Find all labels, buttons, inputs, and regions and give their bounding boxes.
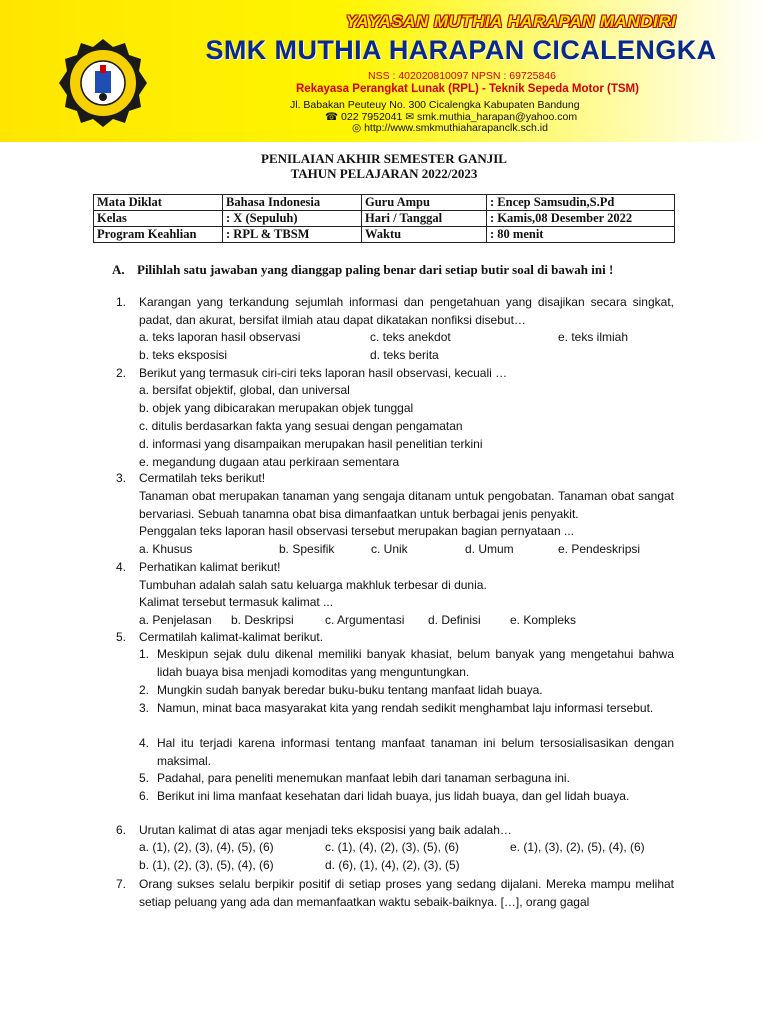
question-text: Urutan kalimat di atas agar menjadi teks eksposisi yang baik adalah… xyxy=(139,823,512,837)
question-text: Berikut yang termasuk ciri-ciri teks laporan hasil observasi, kecuali … xyxy=(139,366,508,380)
question-number: 4. xyxy=(116,560,127,574)
question-passage: Tanaman obat merupakan tanaman yang sengaja ditanam untuk pengobatan. Tanaman obat sangat bervariasi. Sebuah tanamna obat bisa dimanfaatkan untuk berbagai jenis penyakit. xyxy=(139,489,674,521)
list-item-number: 6. xyxy=(139,789,150,803)
mail-icon: ✉ xyxy=(405,111,415,123)
school-address: Jl. Babakan Peuteuy No. 300 Cicalengka Kabupaten Bandung xyxy=(290,99,580,111)
phone-icon: ☎ xyxy=(325,111,339,123)
list-item-number: 2. xyxy=(139,683,150,697)
table-cell: : RPL & TBSM xyxy=(223,227,362,243)
question-number: 7. xyxy=(116,877,127,891)
table-cell: Program Keahlian xyxy=(94,227,223,243)
table-cell: : X (Sepuluh) xyxy=(223,211,362,227)
option-e[interactable]: e. megandung dugaan atau perkiraan sementara xyxy=(139,455,400,469)
option-a[interactable]: a. (1), (2), (3), (4), (5), (6) xyxy=(139,840,274,854)
table-row xyxy=(94,195,675,211)
school-website[interactable]: http://www.smkmuthiaharapanclk.sch.id xyxy=(364,122,548,134)
list-item: Mungkin sudah banyak beredar buku-buku tentang manfaat lidah buaya. xyxy=(157,683,543,697)
option-c[interactable]: c. (1), (4), (2), (3), (5), (6) xyxy=(325,840,460,854)
section-label: A. xyxy=(112,262,125,277)
list-item: Namun, minat baca masyarakat kita yang rendah sedikit menghambat laju informasi tersebut. xyxy=(157,701,654,715)
globe-icon: ◎ xyxy=(352,122,362,134)
question-text: Perhatikan kalimat berikut! xyxy=(139,560,281,574)
question-number: 1. xyxy=(116,295,127,309)
school-phone: 022 7952041 xyxy=(341,111,403,123)
table-cell: : Kamis,08 Desember 2022 xyxy=(487,211,675,227)
list-item-number: 1. xyxy=(139,647,150,661)
option-a[interactable]: a. bersifat objektif, global, dan universal xyxy=(139,383,350,397)
exam-title: PENILAIAN AKHIR SEMESTER GANJIL xyxy=(261,151,507,166)
option-b[interactable]: b. teks eksposisi xyxy=(139,348,228,362)
option-d[interactable]: d. Definisi xyxy=(428,613,481,627)
table-row xyxy=(94,227,675,243)
option-e[interactable]: e. Kompleks xyxy=(510,613,577,627)
table-cell: Mata Diklat xyxy=(94,195,223,211)
option-e[interactable]: e. teks ilmiah xyxy=(558,330,629,344)
question-number: 3. xyxy=(116,471,127,485)
option-b[interactable]: b. Deskripsi xyxy=(231,613,294,627)
option-a[interactable]: a. Khusus xyxy=(139,542,193,556)
option-a[interactable]: a. teks laporan hasil observasi xyxy=(139,330,301,344)
option-b[interactable]: b. (1), (2), (3), (5), (4), (6) xyxy=(139,858,274,872)
school-logo xyxy=(57,37,149,129)
list-item-number: 3. xyxy=(139,701,150,715)
list-item-number: 5. xyxy=(139,771,150,785)
school-website-line xyxy=(352,122,548,134)
question-prompt: Kalimat tersebut termasuk kalimat ... xyxy=(139,595,334,609)
question-text: Orang sukses selalu berpikir positif di setiap proses yang sedang dijalani. Mereka mampu melihat setiap peluang yang ada dan memanfaatkan waktu sebaik-baiknya. […], orang gagal xyxy=(139,877,674,909)
list-item: Meskipun sejak dulu dikenal memiliki banyak khasiat, belum banyak yang mengetahui bahwa lidah buaya bisa menjadi komoditas yang menguntungkan. xyxy=(157,647,674,679)
exam-info-table xyxy=(93,194,675,243)
foundation-name: YAYASAN MUTHIA HARAPAN MANDIRI xyxy=(345,12,677,31)
option-b[interactable]: b. objek yang dibicarakan merupakan objek tunggal xyxy=(139,401,414,415)
section-text: Pilihlah satu jawaban yang dianggap paling benar dari setiap butir soal di bawah ini ! xyxy=(137,262,614,277)
option-c[interactable]: c. ditulis berdasarkan fakta yang sesuai dengan pengamatan xyxy=(139,419,463,433)
question-text: Cermatilah kalimat-kalimat berikut. xyxy=(139,630,324,644)
option-c[interactable]: c. teks anekdot xyxy=(370,330,451,344)
question-text: Karangan yang terkandung sejumlah informasi dan pengetahuan yang disajikan secara singkat, padat, dan akurat, bersifat ilmiah atau dapat dikatakan nonfiksi disebut… xyxy=(139,295,674,327)
school-programs: Rekayasa Perangkat Lunak (RPL) - Teknik Sepeda Motor (TSM) xyxy=(296,83,639,95)
list-item: Hal itu terjadi karena informasi tentang manfaat tanaman ini belum tersosialisasikan dengan maksimal. xyxy=(157,736,674,768)
list-item: Padahal, para peneliti menemukan manfaat lebih dari tanaman serbaguna ini. xyxy=(157,771,570,785)
table-cell: Guru Ampu xyxy=(362,195,487,211)
option-d[interactable]: d. informasi yang disampaikan merupakan hasil penelitian terkini xyxy=(139,437,483,451)
table-cell: Kelas xyxy=(94,211,223,227)
school-name: SMK MUTHIA HARAPAN CICALENGKA xyxy=(205,35,717,65)
question-passage: Tumbuhan adalah salah satu keluarga makhluk terbesar di dunia. xyxy=(139,578,487,592)
table-cell: Bahasa Indonesia xyxy=(223,195,362,211)
question-number: 2. xyxy=(116,366,127,380)
question-number: 5. xyxy=(116,630,127,644)
table-row xyxy=(94,211,675,227)
option-c[interactable]: c. Argumentasi xyxy=(325,613,405,627)
table-cell: Hari / Tanggal xyxy=(362,211,487,227)
option-e[interactable]: e. (1), (3), (2), (5), (4), (6) xyxy=(510,840,645,854)
school-registration: NSS : 402020810097 NPSN : 69725846 xyxy=(368,70,556,82)
table-cell: : 80 menit xyxy=(487,227,675,243)
school-email[interactable]: smk.muthia_harapan@yahoo.com xyxy=(417,111,578,123)
table-cell: : Encep Samsudin,S.Pd xyxy=(487,195,675,211)
table-cell: Waktu xyxy=(362,227,487,243)
question-text: Cermatilah teks berikut! xyxy=(139,471,266,485)
list-item-number: 4. xyxy=(139,736,150,750)
exam-year: TAHUN PELAJARAN 2022/2023 xyxy=(290,166,478,181)
option-b[interactable]: b. Spesifik xyxy=(279,542,335,556)
question-prompt: Penggalan teks laporan hasil observasi tersebut merupakan bagian pernyataan ... xyxy=(139,524,574,538)
option-e[interactable]: e. Pendeskripsi xyxy=(558,542,641,556)
list-item: Berikut ini lima manfaat kesehatan dari lidah buaya, jus lidah buaya, dan gel lidah buaya. xyxy=(157,789,630,803)
option-d[interactable]: d. teks berita xyxy=(370,348,439,362)
option-a[interactable]: a. Penjelasan xyxy=(139,613,212,627)
option-d[interactable]: d. (6), (1), (4), (2), (3), (5) xyxy=(325,858,460,872)
option-d[interactable]: d. Umum xyxy=(465,542,514,556)
option-c[interactable]: c. Unik xyxy=(371,542,408,556)
question-number: 6. xyxy=(116,823,127,837)
